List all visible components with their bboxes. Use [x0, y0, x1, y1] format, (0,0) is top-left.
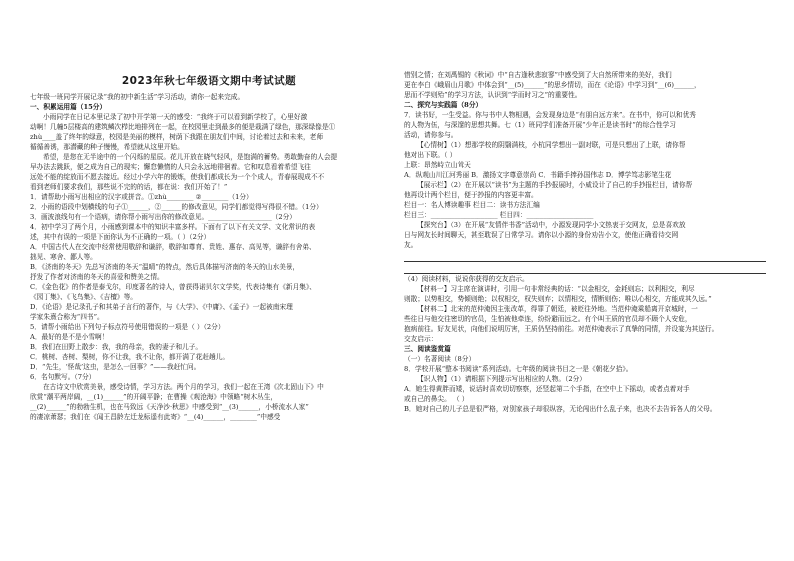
right-text-line: 7．读书好，一生受益。你与书中人物相遇，会发现身边是“有朋自远方来”。在书中，你可以和优秀 — [404, 111, 696, 119]
right-text-line: 友。 — [404, 241, 418, 249]
right-text-line: 【识人物】（1）请根据下列提示写出相应的人物。（2分） — [417, 375, 586, 383]
right-text-line: 活动，请你参与。 — [404, 131, 458, 139]
right-text-line: 或自己的鼻尖。 （ ） — [404, 395, 469, 403]
left-column-text — [30, 92, 388, 422]
right-text-line: 【探究台】（3）在开展“友情伴书香”活动中，小源发现同学小文热衷于交网友，总是喜欢放 — [417, 221, 686, 229]
left-text-line: __(2)______”的勃勃生机，也在马致远《天净沙·秋思》中感受到“__(3)______，小桥流水人家” — [30, 403, 309, 411]
right-text-line: 【心情树】（1）想那学校的阴翳满枝，小杭同学想出一副对联，可是只想出了上联，请你帮 — [417, 141, 686, 149]
left-text-line: 拙见、寒舍、鄙人等。 — [30, 253, 97, 261]
left-text-line: 早办法去跳跃，便之成为自己的现实；懈怠懒惰的人只会永远地徘徊着。它和叹息看着希望飞往 — [30, 163, 311, 171]
right-text-line: 栏目三：____________________ 栏目四：____________________ — [404, 211, 594, 219]
left-text-line: 希望，是您在无半途中的一个闪烁的星辰。花儿开放在晓气轻风，是饱满的蓄势。勇敢勤奋的人会提 — [43, 153, 338, 161]
left-text-line: B．我们在田野上散步：我，我的母亲，我的妻子和儿子。 — [30, 343, 203, 351]
left-column — [30, 0, 388, 422]
right-text-line: （一）名著阅读（8分） — [404, 355, 476, 363]
right-column-text — [404, 70, 768, 414]
right-text-line: 更在李白《峨眉山月歌》中体会到“__(5)______”的思乡情切，而在《论语》中学习到“__(6)______， — [404, 81, 701, 89]
left-text-line: 七年级一班同学开展记录“我的初中新生活”学习活动，请你一起来完成。 — [30, 93, 245, 101]
left-text-line: 远处不能的绽放而不愿去接近。经过小学六年的锻炼，使我们都成长为一个个成人，青春展现成不不 — [30, 173, 325, 181]
left-text-line: 学家朱熹合称为“四书”。 — [30, 313, 104, 321]
left-text-line: 循循善诱，那潜藏的种子慢慢，希望就从这里开始。 — [30, 143, 184, 151]
right-text-line: 上联：昂然峙立山耸天 — [404, 161, 471, 169]
right-text-line: 他再设计两个栏目，便于抄报的内容更丰富。 — [404, 191, 538, 199]
right-text-line: A．她生得黄胖而矮，说话时喜欢切切察察，还竖起第二个手指，在空中上下摇动，或者点着对手 — [404, 385, 690, 393]
right-text-line: 思而不学则殆”的学习方法，认识到“学而时习之”的重要性。 — [404, 91, 582, 99]
left-text-line: 抒发了作者对济南的冬天的喜爱和赞美之情。 — [30, 273, 164, 281]
left-text-line: 一、积累运用篇（15分） — [30, 103, 107, 111]
exam-title: 2023年秋七年级语文期中考试试题 — [121, 75, 297, 87]
left-text-line: zhù____盖了终年的绿意，校园是美丽的模样，树荫下我跟在朋友们中间，讨论着过去和未来，老师 — [30, 133, 324, 141]
right-text-line: 栏目一：名人博读趣事 栏目二：读书方法汇编 — [404, 201, 540, 209]
right-text-line: B．她对自己的儿子总是很严格，对别家孩子却很纵容，无论闯出什么乱子来，也决不去告诉各人的父母。 — [404, 405, 717, 413]
right-text-line: 二、探究与实践篇（8分） — [404, 101, 483, 109]
left-text-line: 5．请帮小雨给出下列句子标点符号使用错误的一项是（ ）（2分） — [30, 323, 225, 331]
right-text-line: 的人物为伍，与深邃的思想共舞。七（1）班同学们准备开展“少年正是读书时”的综合性学习 — [404, 121, 676, 129]
right-column — [404, 70, 768, 414]
right-text-line: 他对出下联。（ ） — [404, 151, 457, 159]
right-text-line: 日与网友长时间聊天，甚至耽误了日常学习。请你以小源的身份劝告小文，使他正确看待交网 — [404, 231, 679, 239]
left-text-line: 1．请帮助小雨写出相应的汉字或拼音。①zhù________ ②________（1分） — [30, 193, 253, 201]
right-text-line: 惜别之情；在刘禹锡的《秋词》中“自古逢秋悲寂寥”中感受到了大自然所带来的美好，我们 — [404, 71, 672, 79]
right-text-line: 些往日与他交往密切的官员，生怕被他牵连，纷纷避而远之。有个叫王质的官员却不顾个人安危， — [404, 315, 692, 323]
right-text-line: 8．学校开展“整本书阅读”系列活动。七年级的阅读书目之一是《朝花夕拾》。 — [404, 365, 633, 373]
left-text-line: 3．画波浪线句有一个语病，请你帮小雨写出你的修改意见。___________________（2分） — [30, 213, 296, 221]
left-text-line: 看到老师们要求我们，那些说不完的的话，都在说：我们开始了！” — [30, 183, 228, 191]
left-text-line: 4．初中学习了两个月，小雨感到课本中的知识丰富多样。下面有了以下有关文学、文化常识的表 — [30, 223, 316, 231]
left-text-line: D．《论语》是记录孔子和其弟子言行的著作，与《大学》、《中庸》、《孟子》一起被南宋理 — [30, 303, 293, 311]
right-text-line: 【材料一】习主席在演讲时，引用一句非常经典的话：“以金相交，金耗则忘；以利相交，利尽 — [417, 285, 695, 293]
left-text-line: 的凄凉萧瑟；我们在《闻王昌龄左迁龙标遥有此寄》“__(4)______，________”中感受 — [30, 413, 281, 421]
right-text-line: 三、阅读鉴赏篇 — [404, 345, 451, 353]
left-text-line: 述，其中有误的一项是下面你认为不正确的一项。（ ）（2分） — [30, 233, 211, 241]
right-text-line: 【展示栏】（2）在开展以“读书”为主题的手抄报展时，小威设计了自己的手抄报栏目，请你帮 — [417, 181, 693, 189]
left-text-line: 小雨同学在日记本里记录了初中开学第一天的感受：“我终于可以看到新学校了，心里好激 — [43, 113, 308, 121]
left-text-line: D．“先生，‘怪哉’这虫，是怎么一回事？”——我赶忙问。 — [30, 363, 201, 371]
left-text-line: A．中国古代人在交流中经常使用敬辞和谦辞，敬辞如尊育、贵姓、惠存、高见等，谦辞有舍弟、 — [30, 243, 316, 251]
answer-underline — [404, 262, 766, 274]
left-text-line: B．《济南的冬天》先总写济南的冬天“温晴”的特点，然后具体描写济南的冬天的山水美景， — [30, 263, 300, 271]
right-text-line: （4）阅读材料，说说你获得的交友启示。 — [404, 275, 529, 283]
left-text-line: C．桃树、杏树、梨树，你不让我，我不让你，都开满了花赶趟儿。 — [30, 353, 230, 361]
left-text-line: 2．小雨的语段中划横线的句子①______，②______的修改意见，同学们都觉得写得很不错。（1分） — [30, 203, 323, 211]
left-text-line: C．《金色花》的作者是泰戈尔，印度著名的诗人，曾获得诺贝尔文学奖，代表诗集有《新月集》、 — [30, 283, 316, 291]
left-text-line: 欣赏“潮平两岸阔，__(1)______”的开阔平静；在曹操《观沧海》中领略“树木丛生， — [30, 393, 278, 401]
left-text-line: 动啊！几幢5层楼高的建筑鳞次栉比地排列在一起，在校园里走到最多的便是栽满了绿色，那深绿像是① — [30, 123, 336, 131]
answer-underline — [404, 250, 766, 262]
left-text-line: 6．名句默写。（7分） — [30, 373, 96, 381]
right-text-line: 则散；以势相交，势倾则绝；以权相交，权失则弃；以情相交，情断则伤；唯以心相交，方能成其久远。” — [404, 295, 712, 303]
left-text-line: 《园丁集》、《飞鸟集》、《吉檀》等。 — [30, 293, 137, 301]
right-text-line: 抱病前往。好友见状，向他们说明厉害，王质仍坚持前往。对范仲淹表示了真挚的同情，并设宴为其送行。 — [404, 325, 719, 333]
right-text-line: 【材料二】北宋的范仲淹因主张改革，得罪了朝廷，被贬往外地。当范仲淹乘船离开京城时，一 — [417, 305, 698, 313]
left-text-line: 在古诗文中欣赏美景，感受诗情，学习方法。两个月的学习，我们一起在王湾《次北固山下》中 — [43, 383, 324, 391]
left-text-line: A．最好的是不是小雪啊！ — [30, 333, 109, 341]
right-text-line: 交友启示： — [404, 335, 438, 343]
right-text-line: A．纵观山川江河秀丽 B．激扬文字尊意崇尚 C．书籍手捧孙国伟志 D．博学笃志影笔生花 — [404, 171, 672, 179]
